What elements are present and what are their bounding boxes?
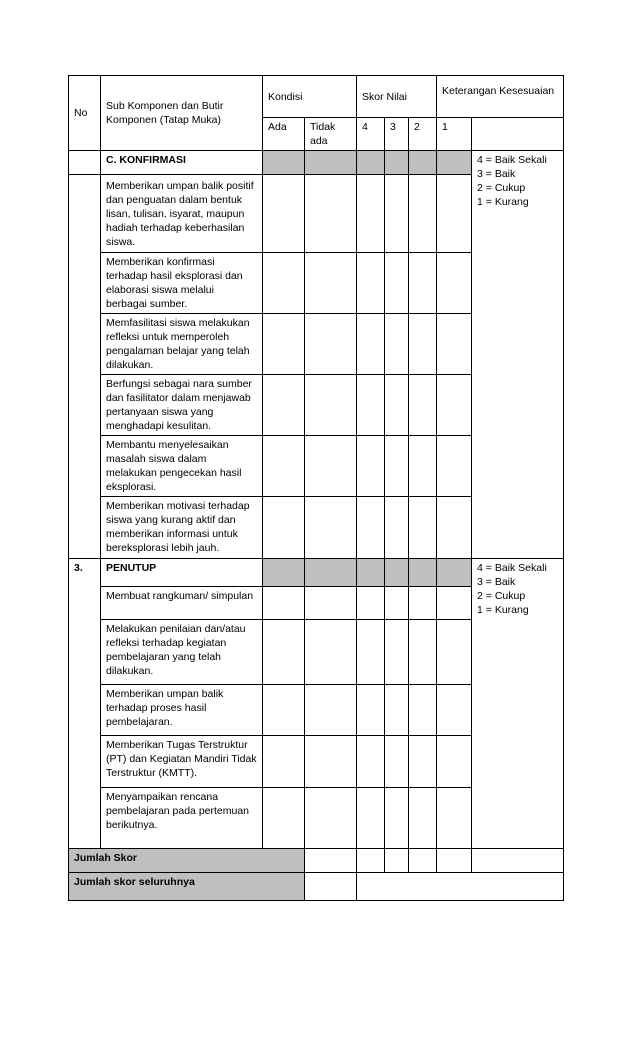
legend-line: 3 = Baik	[477, 576, 516, 588]
shaded-cell	[437, 151, 472, 175]
score-cell[interactable]	[385, 685, 409, 736]
jumlah-skor-cell[interactable]	[305, 849, 357, 873]
checkbox-cell[interactable]	[305, 736, 357, 788]
score-cell[interactable]	[385, 497, 409, 559]
score-cell[interactable]	[385, 736, 409, 788]
checkbox-cell[interactable]	[263, 497, 305, 559]
checkbox-cell[interactable]	[305, 788, 357, 849]
checkbox-cell[interactable]	[263, 375, 305, 436]
score-cell[interactable]	[409, 736, 437, 788]
score-cell[interactable]	[437, 436, 472, 497]
jumlah-skor-label: Jumlah Skor	[69, 849, 305, 873]
jumlah-skor-cell[interactable]	[385, 849, 409, 873]
score-cell[interactable]	[357, 436, 385, 497]
score-cell[interactable]	[409, 375, 437, 436]
score-cell[interactable]	[437, 587, 472, 620]
score-cell[interactable]	[385, 620, 409, 685]
header-tidak-ada: Tidak ada	[305, 118, 357, 151]
header-kondisi: Kondisi	[263, 76, 357, 118]
checkbox-cell[interactable]	[305, 587, 357, 620]
header-score-4: 4	[357, 118, 385, 151]
legend-line: 4 = Baik Sekali	[477, 562, 547, 574]
shaded-cell	[437, 559, 472, 587]
item-konfirmasi-2: Memberikan konfirmasi terhadap hasil eksplorasi dan elaborasi siswa melalui berbagai sumber.	[101, 253, 263, 314]
score-cell[interactable]	[357, 314, 385, 375]
shaded-cell	[263, 559, 305, 587]
legend-line: 4 = Baik Sekali	[477, 154, 547, 166]
checkbox-cell[interactable]	[263, 685, 305, 736]
score-cell[interactable]	[357, 620, 385, 685]
checkbox-cell[interactable]	[263, 736, 305, 788]
shaded-cell	[305, 151, 357, 175]
score-cell[interactable]	[409, 175, 437, 253]
legend-konfirmasi	[472, 151, 564, 559]
item-konfirmasi-1: Memberikan umpan balik positif dan penguatan dalam bentuk lisan, tulisan, isyarat, maupun hadiah terhadap keberhasilan siswa.	[101, 175, 263, 253]
score-cell[interactable]	[357, 685, 385, 736]
score-cell[interactable]	[357, 736, 385, 788]
shaded-cell	[263, 151, 305, 175]
checkbox-cell[interactable]	[305, 685, 357, 736]
score-cell[interactable]	[385, 788, 409, 849]
jumlah-skor-cell[interactable]	[357, 849, 385, 873]
shaded-cell	[409, 151, 437, 175]
checkbox-cell[interactable]	[305, 497, 357, 559]
section-title-konfirmasi: C. KONFIRMASI	[101, 151, 263, 175]
checkbox-cell[interactable]	[263, 253, 305, 314]
score-cell[interactable]	[357, 587, 385, 620]
jumlah-skor-seluruhnya-cell[interactable]	[305, 873, 357, 901]
header-skor-nilai: Skor Nilai	[357, 76, 437, 118]
shaded-cell	[305, 559, 357, 587]
score-cell[interactable]	[437, 375, 472, 436]
score-cell[interactable]	[409, 497, 437, 559]
score-cell[interactable]	[409, 788, 437, 849]
shaded-cell	[385, 559, 409, 587]
item-penutup-1: Membuat rangkuman/ simpulan	[101, 587, 263, 620]
score-cell[interactable]	[385, 375, 409, 436]
score-cell[interactable]	[357, 175, 385, 253]
item-konfirmasi-3: Memfasilitasi siswa melakukan refleksi untuk memperoleh pengalaman belajar yang telah dilakukan.	[101, 314, 263, 375]
shaded-cell	[357, 151, 385, 175]
score-cell[interactable]	[437, 314, 472, 375]
score-cell[interactable]	[409, 620, 437, 685]
legend-line: 1 = Kurang	[477, 604, 529, 616]
item-penutup-3: Memberikan umpan balik terhadap proses hasil pembelajaran.	[101, 685, 263, 736]
score-cell[interactable]	[437, 620, 472, 685]
score-cell[interactable]	[409, 314, 437, 375]
checkbox-cell[interactable]	[305, 253, 357, 314]
header-blank-cell	[472, 118, 564, 151]
section-number-penutup: 3.	[69, 559, 101, 849]
item-penutup-4: Memberikan Tugas Terstruktur (PT) dan Kegiatan Mandiri Tidak Terstruktur (KMTT).	[101, 736, 263, 788]
checkbox-cell[interactable]	[263, 620, 305, 685]
score-cell[interactable]	[409, 253, 437, 314]
score-cell[interactable]	[385, 587, 409, 620]
section-title-penutup: PENUTUP	[101, 559, 263, 587]
legend-line: 2 = Cukup	[477, 590, 526, 602]
checkbox-cell[interactable]	[305, 620, 357, 685]
score-cell[interactable]	[409, 436, 437, 497]
item-penutup-5: Menyampaikan rencana pembelajaran pada pertemuan berikutnya.	[101, 788, 263, 849]
checkbox-cell[interactable]	[263, 436, 305, 497]
header-keterangan: Keterangan Kesesuaian	[437, 76, 564, 118]
score-cell[interactable]	[409, 587, 437, 620]
jumlah-skor-seluruhnya-value[interactable]	[357, 873, 564, 901]
score-cell[interactable]	[357, 253, 385, 314]
shaded-cell	[409, 559, 437, 587]
legend-line: 3 = Baik	[477, 168, 516, 180]
header-score-2: 2	[409, 118, 437, 151]
item-konfirmasi-6: Memberikan motivasi terhadap siswa yang kurang aktif dan memberikan informasi untuk bereksplorasi lebih jauh.	[101, 497, 263, 559]
score-cell[interactable]	[437, 736, 472, 788]
legend-line: 2 = Cukup	[477, 182, 526, 194]
score-cell[interactable]	[437, 497, 472, 559]
checkbox-cell[interactable]	[263, 175, 305, 253]
jumlah-skor-cell[interactable]	[472, 849, 564, 873]
checkbox-cell[interactable]	[263, 788, 305, 849]
item-penutup-2: Melakukan penilaian dan/atau refleksi terhadap kegiatan pembelajaran yang telah dilakukan.	[101, 620, 263, 685]
score-cell[interactable]	[385, 175, 409, 253]
checkbox-cell[interactable]	[305, 314, 357, 375]
header-ada: Ada	[263, 118, 305, 151]
score-cell[interactable]	[409, 685, 437, 736]
score-cell[interactable]	[385, 253, 409, 314]
checkbox-cell[interactable]	[263, 587, 305, 620]
header-no: No	[69, 76, 101, 151]
jumlah-skor-cell[interactable]	[437, 849, 472, 873]
checkbox-cell[interactable]	[305, 436, 357, 497]
score-cell[interactable]	[437, 685, 472, 736]
score-cell[interactable]	[437, 253, 472, 314]
item-konfirmasi-4: Berfungsi sebagai nara sumber dan fasilitator dalam menjawab pertanyaan siswa yang menghadapi kesulitan.	[101, 375, 263, 436]
header-score-1: 1	[437, 118, 472, 151]
jumlah-skor-cell[interactable]	[409, 849, 437, 873]
header-sub-komponen: Sub Komponen dan Butir Komponen (Tatap Muka)	[101, 76, 263, 151]
shaded-cell	[385, 151, 409, 175]
checkbox-cell[interactable]	[305, 375, 357, 436]
konfirmasi-no-cell	[69, 175, 101, 559]
shaded-cell	[357, 559, 385, 587]
score-cell[interactable]	[385, 314, 409, 375]
legend-penutup	[472, 559, 564, 849]
checkbox-cell[interactable]	[263, 314, 305, 375]
observation-table	[68, 75, 564, 901]
jumlah-skor-seluruhnya-label: Jumlah skor seluruhnya	[69, 873, 305, 901]
legend-line: 1 = Kurang	[477, 196, 529, 208]
score-cell[interactable]	[437, 175, 472, 253]
item-konfirmasi-5: Membantu menyelesaikan masalah siswa dalam melakukan pengecekan hasil eksplorasi.	[101, 436, 263, 497]
score-cell[interactable]	[357, 497, 385, 559]
score-cell[interactable]	[357, 375, 385, 436]
checkbox-cell[interactable]	[305, 175, 357, 253]
konfirmasi-no-cell	[69, 151, 101, 175]
score-cell[interactable]	[385, 436, 409, 497]
header-score-3: 3	[385, 118, 409, 151]
score-cell[interactable]	[437, 788, 472, 849]
score-cell[interactable]	[357, 788, 385, 849]
